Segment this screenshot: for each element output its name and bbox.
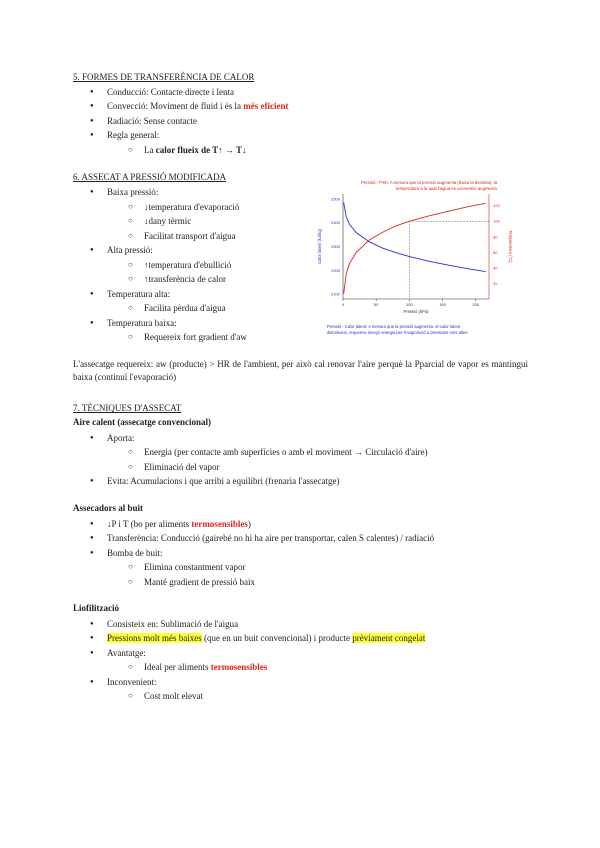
x-tick-label: 0: [341, 302, 345, 307]
y-right-tick-label: 100: [493, 218, 500, 224]
list-item: ○ Manté gradient de pressió baix: [144, 576, 255, 588]
section-5-heading: 5. FORMES DE TRANSFERÈNCIA DE CALOR: [73, 72, 255, 82]
paragraph: L'assecatge requereix: aw (producte) > HR de l'ambient, per això cal renovar l'aire perquè la Pparcial de vapor es mantingui baixa (continuï l'evaporació): [73, 359, 528, 382]
chart-title: [361, 180, 498, 191]
list-item: ● Alta pressió:: [107, 244, 153, 256]
chart-caption-line1: Pressió - Calor latent: A mesura que la pressió augmenta, el calor latent: [327, 324, 461, 329]
chart-caption-line2: disminueix, requereix menys energia per l'evaporació a pressions més altes: [327, 330, 468, 335]
x-axis-label: Pressió (kPa): [403, 309, 429, 314]
list-item: ● Inconvenient:: [107, 676, 156, 688]
y-right-tick-label: 60: [493, 249, 498, 255]
list-item: ● Bomba de buit:: [107, 547, 163, 559]
y-left-tick-label: 2200: [331, 267, 340, 273]
y-right-tick-label: 80: [493, 234, 498, 240]
x-tick-label: 100: [406, 302, 413, 307]
list-item: ○ La calor flueix de T↑ → T↓: [144, 144, 247, 156]
series-line-latent-heat: [344, 203, 486, 272]
list-item: ○ ↓dany tèrmic: [144, 215, 191, 227]
list-item: ● Evita: Acumulacions i que arribi a equilibri (frenaria l'assecatge): [107, 475, 340, 487]
section-6-heading: 6. ASSECAT A PRESSIÓ MODIFICADA: [73, 172, 227, 182]
y-right-tick-label: 120: [493, 203, 500, 209]
highlight-text: més eficient: [243, 101, 289, 111]
y-left-tick-label: 2500: [331, 196, 340, 202]
list-item: ● Convecció: Moviment de fluid i és la més eficient: [107, 100, 288, 112]
y-left-tick-label: 2400: [331, 220, 340, 226]
x-tick-label: 50: [373, 302, 379, 307]
highlight-text: termosensibles: [210, 662, 268, 672]
section-7-heading: 7. TÈCNIQUES D'ASSECAT: [73, 403, 182, 413]
list-item: ● Pressions molt més baixes (que en un buit convencional) i producte prèviament congelat: [107, 632, 425, 644]
list-item: ● Aporta:: [107, 432, 135, 444]
list-item: ● Temperatura alta:: [107, 288, 170, 300]
list-item: ○ Eliminació del vapor: [144, 461, 219, 473]
list-item: ● Transferència: Conducció (gairebé no hi ha aire per transportar, calen S calentes) / radiació: [107, 532, 434, 544]
y-left-tick-label: 2300: [331, 244, 340, 249]
list-item: ○ Requereix fort gradient d'aw: [144, 331, 247, 343]
list-item: ● Regla general:: [107, 129, 159, 141]
list-item: ● Conducció: Contacte directe i lenta: [107, 86, 234, 98]
y-right-tick-label: 40: [493, 265, 498, 271]
list-item: ○ Facilitat transport d'aigua: [144, 230, 236, 242]
list-item: ● Radiació: Sense contacte: [107, 115, 197, 127]
list-item: ○ Ideal per aliments termosensibles: [144, 661, 267, 673]
highlighted-text: Pressions molt més baixes: [107, 633, 202, 643]
pressure-chart: [313, 177, 533, 337]
chart-caption: [327, 324, 467, 335]
list-item: ● ↓P i T (bo per aliments termosensibles): [107, 518, 251, 530]
list-item: ● Avantatge:: [107, 647, 146, 659]
list-item: ○ ↑temperatura d'ebullició: [144, 259, 231, 271]
y-right-tick-label: 20: [493, 280, 498, 286]
list-item: ○ Elimina constantment vapor: [144, 561, 245, 573]
chart-plot-area: [317, 194, 513, 314]
highlight-text: termosensibles: [191, 519, 248, 529]
list-item: ○ ↓temperatura d'evaporació: [144, 201, 239, 213]
chart-title-line1: Pressió ↑Tªeb: A mesura que la pressió augmenta (baixa la densitat), la: [361, 180, 498, 185]
list-item: ● Baixa pressió:: [107, 186, 158, 198]
subheading-vacuum: Assecadors al buit: [73, 503, 144, 513]
x-tick-label: 200: [472, 302, 480, 307]
chart-title-line2: temperatura a la qual l'aigua es converteix augmenta: [396, 186, 497, 191]
list-item: ○ Facilita pèrdua d'aigua: [144, 302, 226, 314]
y-right-axis-label: Temperatura (°C): [508, 230, 513, 263]
series-line-temperature: [344, 203, 486, 293]
list-item: ○ ↑transferència de calor: [144, 273, 226, 285]
list-item: ○ Energia (per contacte amb superfícies o amb el moviment → Circulació d'aire): [144, 446, 428, 458]
subheading-freeze-drying: Liofilització: [73, 603, 119, 613]
x-tick-label: 150: [439, 302, 446, 307]
list-item: ● Consisteix en: Sublimació de l'aigua: [107, 618, 238, 630]
subheading-hot-air: Aire calent (assecatge convencional): [73, 417, 212, 427]
chart-svg: [313, 177, 533, 337]
y-left-tick-label: 2100: [331, 291, 340, 297]
highlighted-text: prèviament congelat: [352, 633, 426, 643]
y-left-axis-label: Calor latent (kJ/kg): [317, 228, 322, 265]
list-item: ○ Cost molt elevat: [144, 690, 203, 702]
list-item: ● Temperatura baixa:: [107, 317, 177, 329]
